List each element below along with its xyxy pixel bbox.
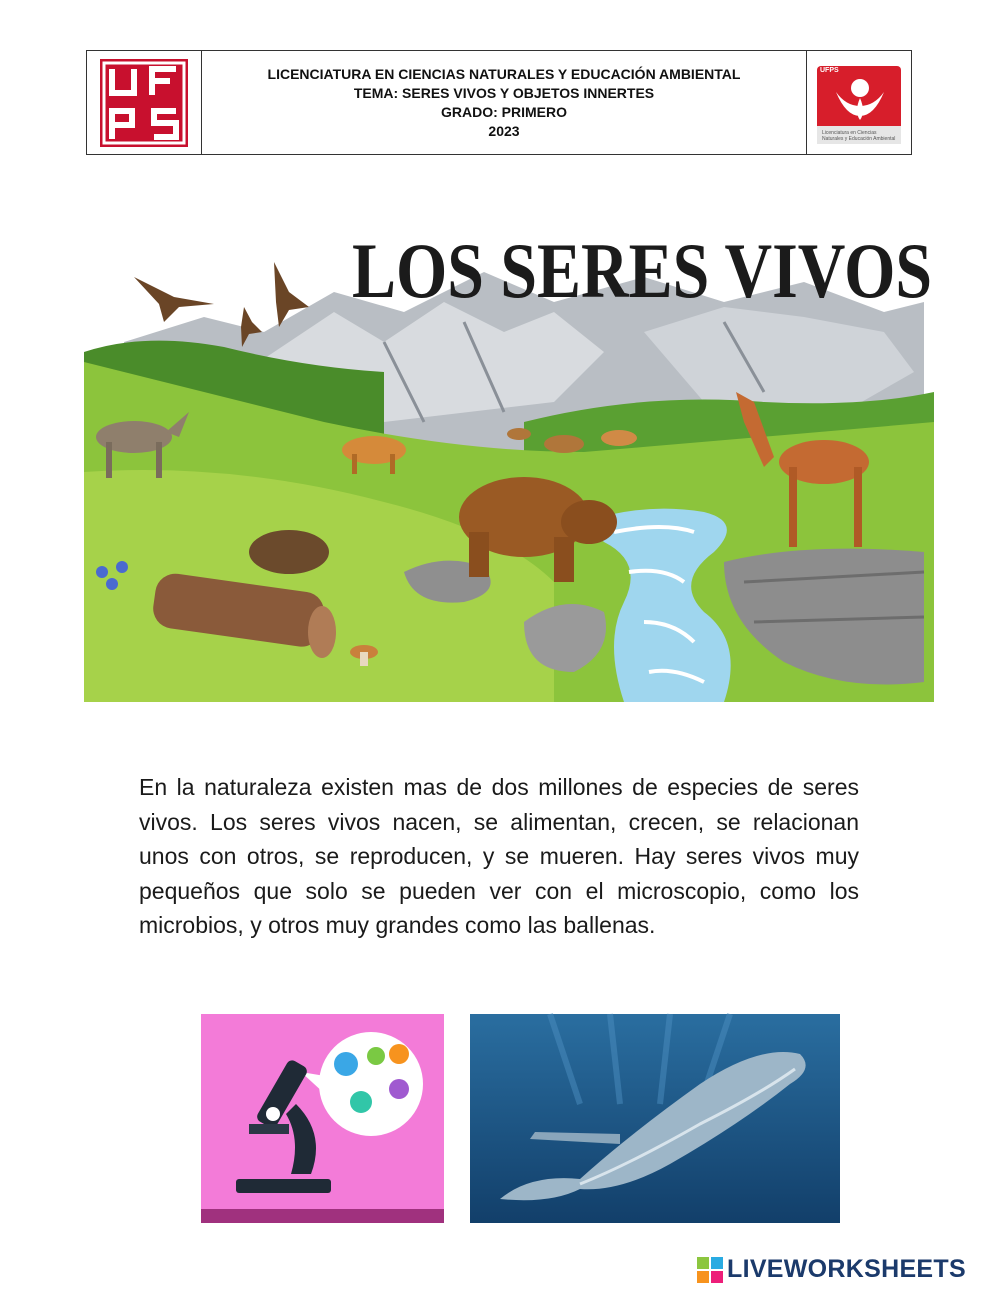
whale-illustration <box>470 1014 840 1223</box>
liveworksheets-wordmark: LIVEWORKSHEETS <box>727 1255 966 1283</box>
scene-title: LOS SERES VIVOS <box>352 227 932 314</box>
program-logo-caption: Licenciatura en Ciencias <box>822 129 877 136</box>
microscope-image <box>201 1014 444 1223</box>
whale-image <box>470 1014 840 1223</box>
landscape-image <box>84 222 934 702</box>
header-grade: GRADO: PRIMERO <box>441 103 567 120</box>
header-program: LICENCIATURA EN CIENCIAS NATURALES Y EDUCACIÓN AMBIENTAL <box>267 65 741 82</box>
liveworksheets-brand <box>697 1255 966 1284</box>
program-logo <box>806 51 911 154</box>
header-topic: TEMA: SERES VIVOS Y OBJETOS INNERTES <box>353 84 655 101</box>
liveworksheets-logo-icon <box>697 1257 723 1283</box>
microscope-illustration <box>201 1014 444 1223</box>
program-logo-icon <box>814 58 904 148</box>
program-logo-caption-2: Naturales y Educación Ambiental <box>822 135 896 142</box>
header-text <box>202 51 806 154</box>
intro-paragraph: En la naturaleza existen mas de dos millones de especies de seres vivos. Los seres vivos nacen, se alimentan, crecen, se relacionan unos con otros, se reproducen, y se mueren. Hay seres vivos muy pequeños que solo se pueden ver con el microscopio, como los microbios, y otros muy grandes como las ballenas. <box>139 774 859 938</box>
ufps-logo <box>87 51 202 154</box>
ufps-logo-icon <box>100 59 188 147</box>
document-header <box>86 50 912 155</box>
nature-scene-illustration <box>84 222 934 702</box>
header-year: 2023 <box>488 122 520 139</box>
program-logo-small-text: UFPS <box>820 66 839 74</box>
